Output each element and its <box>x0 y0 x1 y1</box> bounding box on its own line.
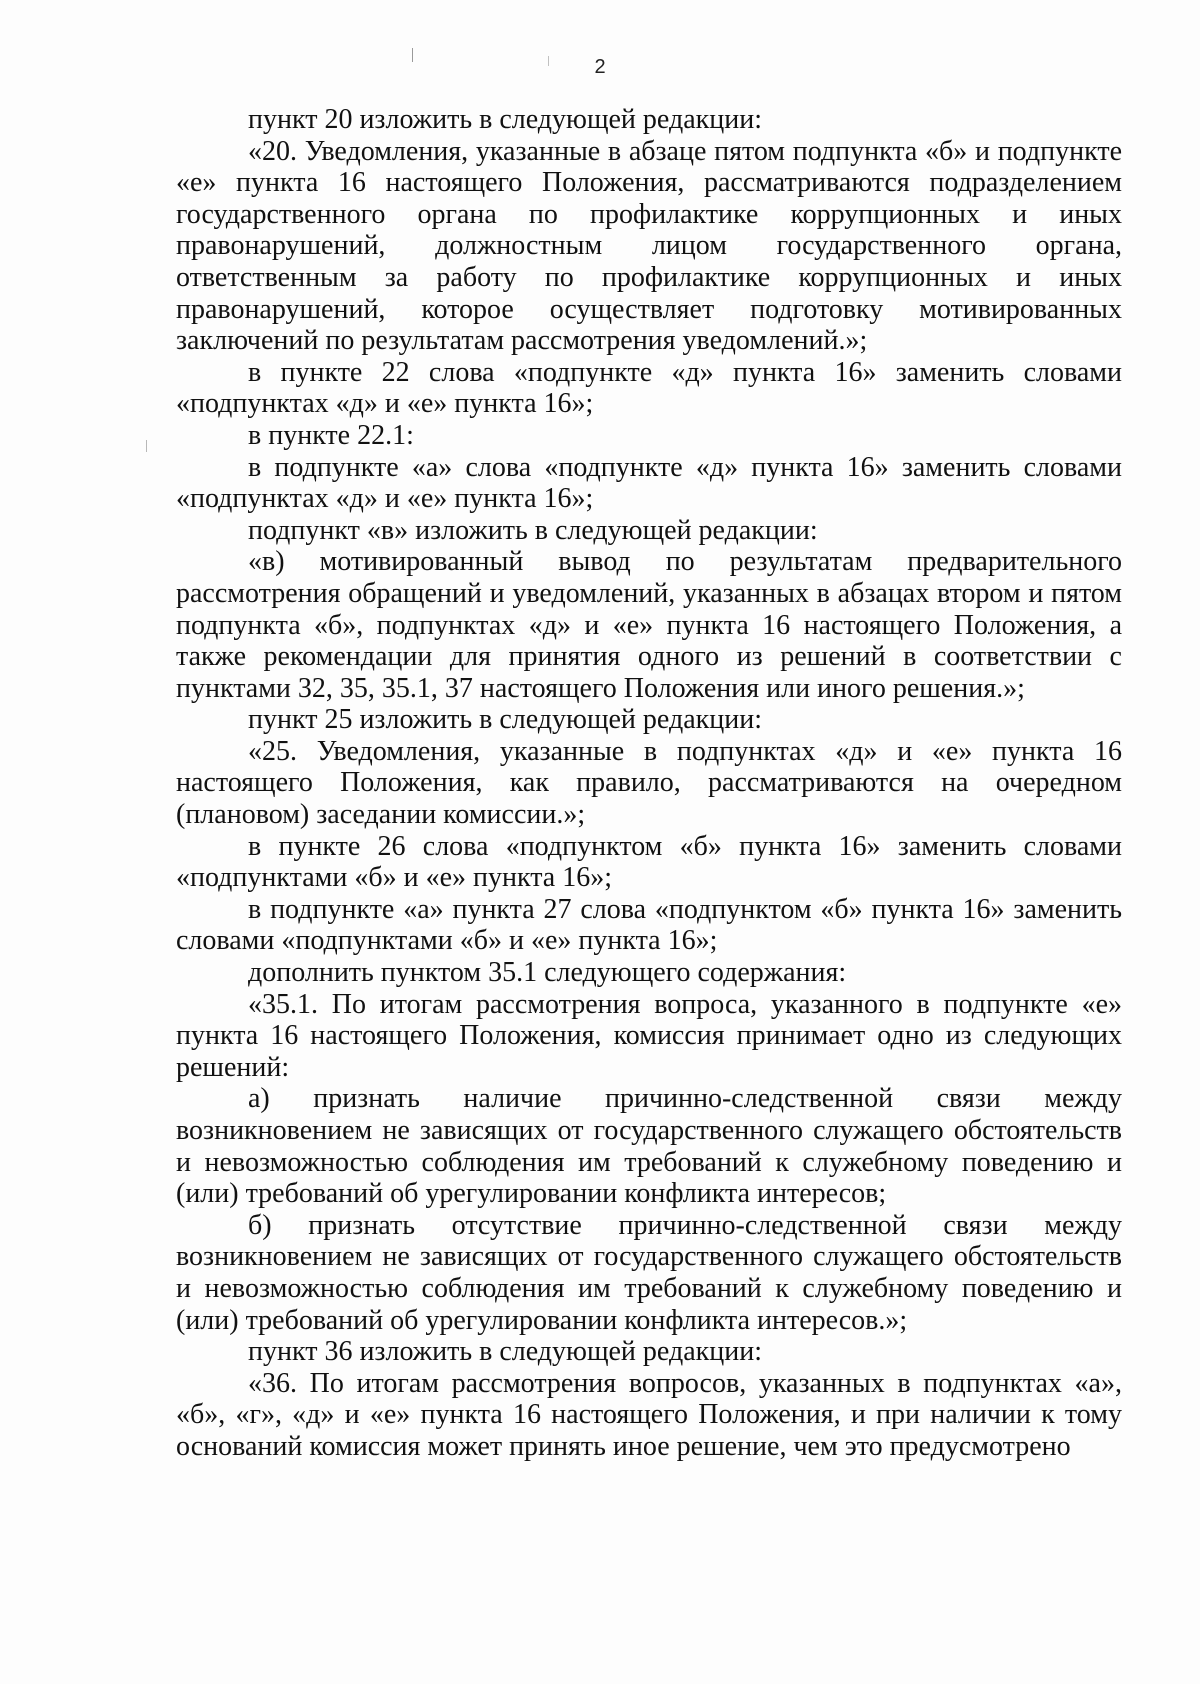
page-number: 2 <box>594 56 606 78</box>
paragraph: пункт 25 изложить в следующей редакции: <box>248 704 762 736</box>
scan-artifact <box>146 440 147 452</box>
paragraph: в пункте 22.1: <box>248 419 414 451</box>
paragraph: «36. По итогам рассмотрения вопросов, указанных в подпунктах «а», «б», «г», «д» и «е» пункта 16 настоящего Положения, и при наличии к тому оснований комиссия может принять иное решение, чем это предусмотрено <box>176 1367 1122 1462</box>
paragraph: а) признать наличие причинно-следственной связи между возникновением не зависящих от государственного служащего обстоятельств и невозможностью соблюдения им требований к служебному поведению и (или) требований об урегулировании конфликта интересов; <box>176 1083 1122 1210</box>
paragraph: «20. Уведомления, указанные в абзаце пятом подпункта «б» и подпункте «е» пункта 16 настоящего Положения, рассматриваются подразделением государственного органа по профилактике коррупционных и иных правонарушений, должностным лицом государственного органа, ответственным за работу по профилактике коррупционных и иных правонарушений, которое осуществляет подготовку мотивированных заключений по результатам рассмотрения уведомлений.»; <box>176 135 1122 357</box>
paragraph: подпункт «в» изложить в следующей редакции: <box>248 514 818 546</box>
paragraph: в пункте 22 слова «подпункте «д» пункта 16» заменить словами «подпунктах «д» и «е» пункта 16»; <box>176 356 1122 420</box>
paragraph: «25. Уведомления, указанные в подпунктах «д» и «е» пункта 16 настоящего Положения, как правило, рассматриваются на очередном (плановом) заседании комиссии.»; <box>176 735 1122 831</box>
paragraph: дополнить пунктом 35.1 следующего содержания: <box>248 957 847 989</box>
paragraph: пункт 36 изложить в следующей редакции: <box>248 1336 762 1368</box>
paragraph: «35.1. По итогам рассмотрения вопроса, указанного в подпункте «е» пункта 16 настоящего Положения, комиссия принимает одно из следующих решений: <box>176 988 1122 1083</box>
paragraph: в пункте 26 слова «подпунктом «б» пункта 16» заменить словами «подпунктами «б» и «е» пункта 16»; <box>176 830 1122 894</box>
paragraph: в подпункте «а» пункта 27 слова «подпунктом «б» пункта 16» заменить словами «подпунктами «б» и «е» пункта 16»; <box>176 893 1122 957</box>
paragraph: в подпункте «а» слова «подпункте «д» пункта 16» заменить словами «подпунктах «д» и «е» пункта 16»; <box>176 451 1122 515</box>
paragraph: «в) мотивированный вывод по результатам предварительного рассмотрения обращений и уведомлений, указанных в абзацах втором и пятом подпункта «б», подпунктах «д» и «е» пункта 16 настоящего Положения, а также рекомендации для принятия одного из решений в соответствии с пунктами 32, 35, 35.1, 37 настоящего Положения или иного решения.»; <box>176 546 1122 704</box>
paragraph: пункт 20 изложить в следующей редакции: <box>248 104 762 135</box>
paragraph: б) признать отсутствие причинно-следственной связи между возникновением не зависящих от государственного служащего обстоятельств и невозможностью соблюдения им требований к служебному поведению и (или) требований об урегулировании конфликта интересов.»; <box>176 1209 1122 1336</box>
document-body <box>176 104 1122 1463</box>
